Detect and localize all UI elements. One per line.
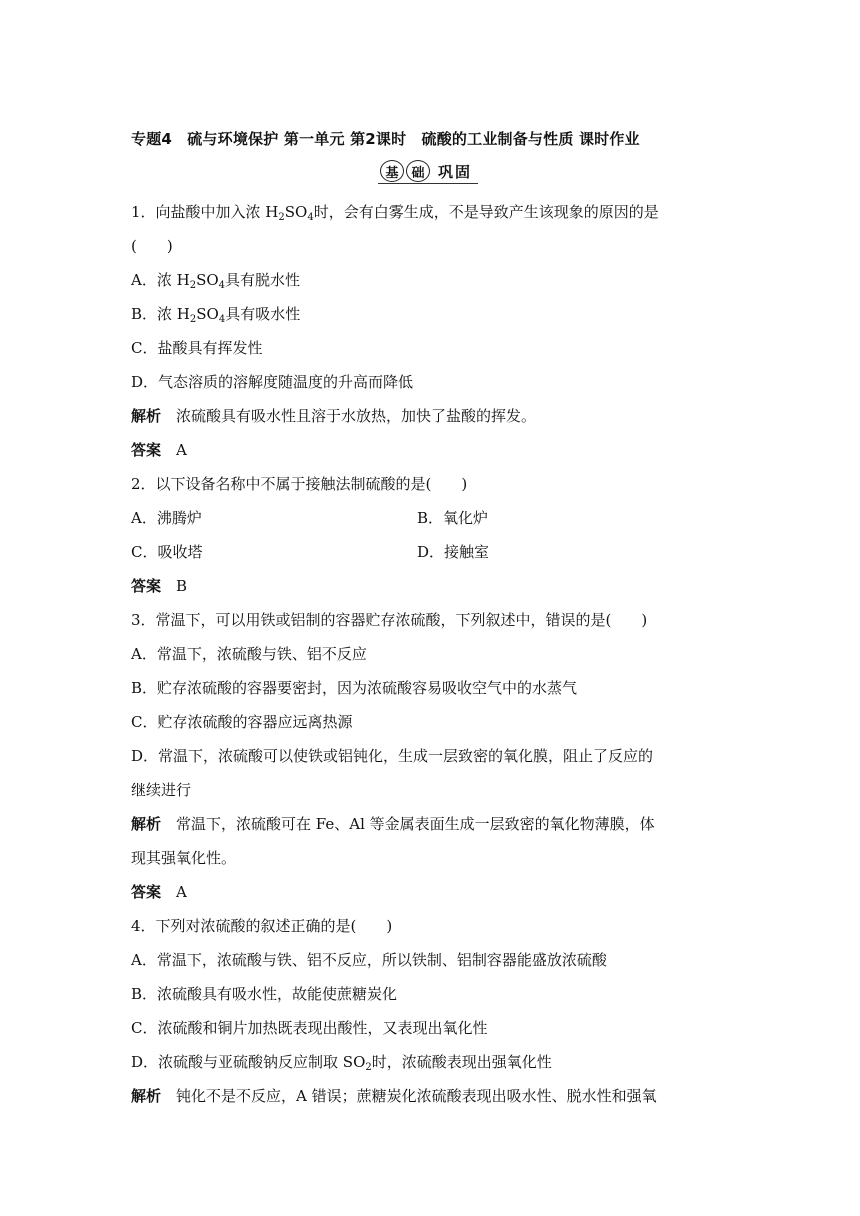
q3-option-b: B．贮存浓硫酸的容器要密封，因为浓硫酸容易吸收空气中的水蒸气	[131, 679, 578, 697]
q1-option-b: B．浓 $H_2SO_4$具有吸水性	[131, 305, 301, 325]
q3-option-d: D．常温下，浓硫酸可以使铁或铝钝化，生成一层致密的氧化膜，阻止了反应的	[131, 747, 654, 765]
q1-analysis: 解析 浓硫酸具有吸水性且溶于水放热，加快了盐酸的挥发。	[131, 407, 537, 425]
answer-label: 答案	[131, 883, 162, 901]
q1-option-d: D．气态溶质的溶解度随温度的升高而降低	[131, 373, 414, 391]
page-title: 专题4 硫与环境保护 第一单元 第2课时 硫酸的工业制备与性质 课时作业	[131, 130, 640, 148]
q3-answer: 答案 A	[131, 883, 187, 901]
q4-stem: 4．下列对浓硫酸的叙述正确的是( )	[131, 917, 393, 935]
q2-option-b: B．氧化炉	[417, 509, 489, 527]
q3-option-c: C．贮存浓硫酸的容器应远离热源	[131, 713, 353, 731]
q2-option-a: A．沸腾炉	[131, 509, 202, 527]
q4-option-c: C．浓硫酸和铜片加热既表现出酸性，又表现出氧化性	[131, 1019, 488, 1037]
q4-option-b: B．浓硫酸具有吸水性，故能使蔗糖炭化	[131, 985, 398, 1003]
analysis-label: 解析	[131, 815, 162, 833]
q1-answer: 答案 A	[131, 441, 187, 459]
q4-option-a: A．常温下，浓硫酸与铁、铝不反应，所以铁制、铝制容器能盛放浓硫酸	[131, 951, 607, 969]
q3-stem: 3．常温下，可以用铁或铝制的容器贮存浓硫酸，下列叙述中，错误的是( )	[131, 611, 648, 629]
q3-analysis: 解析 常温下，浓硫酸可在 Fe、Al 等金属表面生成一层致密的氧化物薄膜，体	[131, 815, 655, 833]
q2-option-c: C．吸收塔	[131, 543, 203, 561]
q1-option-c: C．盐酸具有挥发性	[131, 339, 263, 357]
answer-label: 答案	[131, 577, 162, 595]
q4-option-d: D．浓硫酸与亚硫酸钠反应制取 $SO_2$时，浓硫酸表现出强氧化性	[131, 1053, 552, 1073]
badge-text: 巩固	[438, 162, 473, 181]
q2-answer: 答案 B	[131, 577, 188, 595]
q3-option-a: A．常温下，浓硫酸与铁、铝不反应	[131, 645, 367, 663]
badge-char-2: 础	[406, 160, 430, 182]
badge-char-1: 基	[380, 160, 404, 182]
analysis-label: 解析	[131, 407, 162, 425]
answer-label: 答案	[131, 441, 162, 459]
badge-underline	[378, 183, 478, 184]
q3-analysis-cont: 现其强氧化性。	[131, 849, 237, 867]
section-badge	[380, 160, 472, 182]
q2-stem: 2．以下设备名称中不属于接触法制硫酸的是( )	[131, 475, 468, 493]
q3-option-d-cont: 继续进行	[131, 781, 192, 799]
q2-option-d: D．接触室	[417, 543, 490, 561]
q4-analysis: 解析 钝化不是不反应，A 错误；蔗糖炭化浓硫酸表现出吸水性、脱水性和强氧	[131, 1087, 657, 1105]
q1-stem: 1．向盐酸中加入浓 $H_2SO_4$时，会有白雾生成，不是导致产生该现象的原因的是	[131, 203, 659, 223]
q1-option-a: A．浓 $H_2SO_4$具有脱水性	[131, 271, 301, 291]
analysis-label: 解析	[131, 1087, 162, 1105]
q1-paren: ( )	[131, 237, 173, 255]
